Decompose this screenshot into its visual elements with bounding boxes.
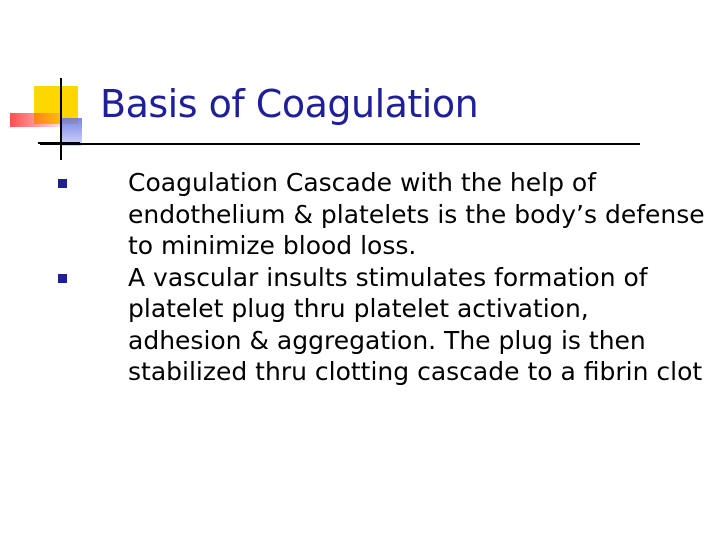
bullet-item — [58, 262, 708, 388]
bullet-text: Coagulation Cascade with the help of endothelium & platelets is the body’s defense to minimize blood loss. — [128, 168, 705, 260]
title-divider — [40, 143, 640, 145]
square-bullet-icon — [58, 179, 67, 188]
square-bullet-icon — [58, 274, 67, 283]
slide-title: Basis of Coagulation — [100, 82, 479, 126]
bullet-list — [58, 167, 708, 388]
bullet-item — [58, 167, 708, 262]
bullet-text: A vascular insults stimulates formation of platelet plug thru platelet activation, adhesion & aggregation. The plug is then stabilized thru clotting cascade to a fibrin clot — [128, 262, 703, 386]
